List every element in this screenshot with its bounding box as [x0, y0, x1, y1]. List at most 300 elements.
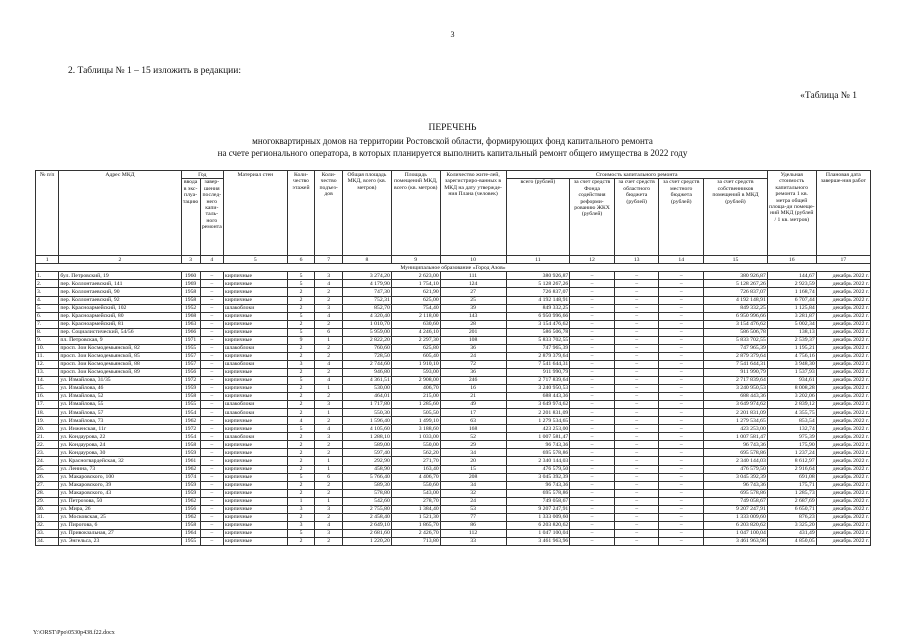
- row-year-last-repair: –: [200, 481, 223, 489]
- row-year-last-repair: –: [200, 473, 223, 481]
- row-year-last-repair: –: [200, 441, 223, 449]
- row-planned-date: декабрь 2022 г.: [816, 441, 870, 449]
- row-cost-regional: –: [614, 312, 659, 320]
- row-year-commission: 1961: [181, 457, 200, 465]
- row-cost-local: –: [659, 280, 704, 288]
- row-floors: 2: [287, 441, 315, 449]
- row-unit-cost: 4 850,05: [767, 537, 816, 545]
- row-planned-date: декабрь 2022 г.: [816, 497, 870, 505]
- row-cost-regional: –: [614, 441, 659, 449]
- row-cost-local: –: [659, 376, 704, 384]
- header-cost-fund: за счет средств Фонда содействия реформи-рованию ЖКХ (рублей): [570, 179, 615, 256]
- column-number: 17: [816, 256, 870, 264]
- row-address: просп. Зои Космодемьянской, 88: [59, 360, 181, 368]
- row-cost-owners: 96 743,36: [704, 441, 768, 449]
- row-cost-local: –: [659, 481, 704, 489]
- row-entrances: 2: [315, 393, 343, 401]
- table-row: [36, 360, 871, 368]
- row-wall-material: кирпичные: [223, 457, 287, 465]
- row-premises-area: 1 285,60: [391, 401, 440, 409]
- row-cost-regional: –: [614, 457, 659, 465]
- row-residents: 32: [440, 489, 506, 497]
- row-residents: 16: [440, 385, 506, 393]
- row-wall-material: кирпичные: [223, 376, 287, 384]
- header-year-commission: ввода в экс-плуа-тацию: [181, 179, 200, 256]
- row-unit-cost: 876,23: [767, 513, 816, 521]
- row-address: пер. Коллонтаевский, 92: [59, 296, 181, 304]
- row-planned-date: декабрь 2022 г.: [816, 521, 870, 529]
- table-row: [36, 409, 871, 417]
- row-wall-material: кирпичные: [223, 336, 287, 344]
- row-cost-fund: –: [570, 489, 615, 497]
- row-year-last-repair: –: [200, 272, 223, 280]
- row-total-area: 589,00: [342, 441, 391, 449]
- row-cost-local: –: [659, 352, 704, 360]
- row-total-area: 458,90: [342, 465, 391, 473]
- row-address: ул. Мира, 26: [59, 505, 181, 513]
- row-entrances: 4: [315, 280, 343, 288]
- row-entrances: 1: [315, 497, 343, 505]
- column-number: 7: [315, 256, 343, 264]
- row-wall-material: шлакоблоки: [223, 409, 287, 417]
- row-cost-regional: –: [614, 376, 659, 384]
- header-premises-area: Площадь помещений МКД, всего (кв. метров): [391, 171, 440, 256]
- row-year-commission: 1958: [181, 296, 200, 304]
- row-premises-area: 163,40: [391, 465, 440, 473]
- row-year-last-repair: –: [200, 489, 223, 497]
- row-total-area: 542,60: [342, 497, 391, 505]
- row-planned-date: декабрь 2022 г.: [816, 425, 870, 433]
- row-year-commission: 1971: [181, 336, 200, 344]
- row-entrances: 2: [315, 417, 343, 425]
- row-year-last-repair: –: [200, 368, 223, 376]
- row-premises-area: 625,80: [391, 344, 440, 352]
- row-cost-regional: –: [614, 296, 659, 304]
- row-cost-total: 4 192 148,91: [506, 296, 570, 304]
- row-address: просп. Зои Космодемьянской, 82: [59, 344, 181, 352]
- row-premises-area: 4 406,70: [391, 473, 440, 481]
- table-row: [36, 288, 871, 296]
- row-premises-area: 550,00: [391, 441, 440, 449]
- row-cost-owners: 3 045 392,39: [704, 473, 768, 481]
- row-unit-cost: 5 002,34: [767, 320, 816, 328]
- row-residents: 36: [440, 368, 506, 376]
- row-year-commission: 1969: [181, 280, 200, 288]
- row-year-last-repair: –: [200, 385, 223, 393]
- row-total-area: 4 361,51: [342, 376, 391, 384]
- row-entrances: 4: [315, 360, 343, 368]
- row-residents: 53: [440, 505, 506, 513]
- row-total-area: 1 010,70: [342, 320, 391, 328]
- row-address: ул. Привокзальная, 27: [59, 529, 181, 537]
- row-premises-area: 215,00: [391, 393, 440, 401]
- row-planned-date: декабрь 2022 г.: [816, 457, 870, 465]
- table-row: [36, 417, 871, 425]
- row-planned-date: декабрь 2022 г.: [816, 272, 870, 280]
- row-total-area: 3 274,20: [342, 272, 391, 280]
- row-cost-total: 3 461 963,96: [506, 537, 570, 545]
- row-year-commission: 1957: [181, 360, 200, 368]
- row-planned-date: декабрь 2022 г.: [816, 336, 870, 344]
- row-planned-date: декабрь 2022 г.: [816, 288, 870, 296]
- row-residents: 124: [440, 280, 506, 288]
- row-year-last-repair: –: [200, 401, 223, 409]
- row-number: 19.: [36, 417, 59, 425]
- row-unit-cost: 975,39: [767, 433, 816, 441]
- row-planned-date: декабрь 2022 г.: [816, 393, 870, 401]
- table-row: [36, 441, 871, 449]
- column-number: 16: [767, 256, 816, 264]
- row-premises-area: 2 118,00: [391, 312, 440, 320]
- row-cost-total: 6 950 996,66: [506, 312, 570, 320]
- row-year-last-repair: –: [200, 457, 223, 465]
- header-cost-local: за счет средств местного бюджета (рублей): [659, 179, 704, 256]
- row-cost-regional: –: [614, 360, 659, 368]
- row-unit-cost: 3 202,06: [767, 393, 816, 401]
- row-cost-local: –: [659, 312, 704, 320]
- row-planned-date: декабрь 2022 г.: [816, 312, 870, 320]
- row-cost-total: 1 047 100,04: [506, 529, 570, 537]
- table-row: [36, 312, 871, 320]
- row-year-last-repair: –: [200, 449, 223, 457]
- row-cost-local: –: [659, 433, 704, 441]
- row-residents: 21: [440, 393, 506, 401]
- row-cost-owners: 747 965,39: [704, 344, 768, 352]
- row-premises-area: 2 623,00: [391, 272, 440, 280]
- row-cost-local: –: [659, 529, 704, 537]
- row-residents: 33: [440, 537, 506, 545]
- row-cost-owners: 6 203 820,62: [704, 521, 768, 529]
- row-planned-date: декабрь 2022 г.: [816, 368, 870, 376]
- row-wall-material: кирпичные: [223, 368, 287, 376]
- header-wall: Материал стен: [223, 171, 287, 256]
- row-floors: 5: [287, 473, 315, 481]
- row-cost-regional: –: [614, 537, 659, 545]
- row-residents: 34: [440, 481, 506, 489]
- row-unit-cost: 144,67: [767, 272, 816, 280]
- row-cost-fund: –: [570, 352, 615, 360]
- row-floors: 3: [287, 521, 315, 529]
- row-floors: 4: [287, 417, 315, 425]
- row-cost-total: 2 717 839,64: [506, 376, 570, 384]
- row-residents: 111: [440, 272, 506, 280]
- row-entrances: 2: [315, 441, 343, 449]
- row-address: ул. Инженская, 11г: [59, 425, 181, 433]
- row-cost-total: 380 926,87: [506, 272, 570, 280]
- row-premises-area: 2 297,30: [391, 336, 440, 344]
- row-cost-fund: –: [570, 505, 615, 513]
- row-cost-local: –: [659, 425, 704, 433]
- row-cost-local: –: [659, 368, 704, 376]
- row-total-area: 550,30: [342, 409, 391, 417]
- row-cost-owners: 1 047 100,04: [704, 529, 768, 537]
- row-wall-material: кирпичные: [223, 473, 287, 481]
- row-entrances: 3: [315, 272, 343, 280]
- row-wall-material: кирпичные: [223, 385, 287, 393]
- row-planned-date: декабрь 2022 г.: [816, 481, 870, 489]
- table-row: [36, 505, 871, 513]
- row-cost-local: –: [659, 288, 704, 296]
- row-year-commission: 1966: [181, 328, 200, 336]
- row-cost-owners: 749 058,67: [704, 497, 768, 505]
- row-number: 22.: [36, 441, 59, 449]
- row-year-commission: 1962: [181, 465, 200, 473]
- row-cost-total: 3 154 476,62: [506, 320, 570, 328]
- row-address: ул. Кондаурова, 30: [59, 449, 181, 457]
- row-floors: 5: [287, 425, 315, 433]
- row-year-commission: 1952: [181, 304, 200, 312]
- column-number-row: [36, 256, 871, 264]
- header-cost-owners: за счет средств собственников помещений в МКД (рублей): [704, 179, 768, 256]
- row-cost-owners: 688 443,36: [704, 393, 768, 401]
- row-number: 5.: [36, 304, 59, 312]
- row-cost-regional: –: [614, 280, 659, 288]
- row-entrances: 3: [315, 304, 343, 312]
- row-entrances: 2: [315, 320, 343, 328]
- row-address: ул. Измайлова, 73: [59, 417, 181, 425]
- row-entrances: 4: [315, 376, 343, 384]
- row-cost-regional: –: [614, 288, 659, 296]
- row-cost-regional: –: [614, 409, 659, 417]
- row-cost-regional: –: [614, 417, 659, 425]
- row-floors: 2: [287, 489, 315, 497]
- row-residents: 246: [440, 376, 506, 384]
- row-number: 10.: [36, 344, 59, 352]
- row-number: 17.: [36, 401, 59, 409]
- table-row: [36, 457, 871, 465]
- table-row: [36, 368, 871, 376]
- row-address: ул. Макаровского, 39: [59, 481, 181, 489]
- row-wall-material: шлакоблоки: [223, 401, 287, 409]
- header-residents: Количество жите-лей, зарегистриро-ванных в МКД на дату утвержде-ния Плана (человек): [440, 171, 506, 256]
- row-cost-regional: –: [614, 304, 659, 312]
- row-cost-local: –: [659, 497, 704, 505]
- row-year-last-repair: –: [200, 352, 223, 360]
- row-residents: 17: [440, 409, 506, 417]
- row-year-last-repair: –: [200, 393, 223, 401]
- row-year-commission: 1960: [181, 272, 200, 280]
- row-cost-local: –: [659, 489, 704, 497]
- header-cost-regional: за счет средств областного бюджета (рублей): [614, 179, 659, 256]
- row-premises-area: 1 384,40: [391, 505, 440, 513]
- row-wall-material: кирпичные: [223, 537, 287, 545]
- row-year-commission: 1974: [181, 473, 200, 481]
- row-unit-cost: 691,08: [767, 473, 816, 481]
- table-row: [36, 352, 871, 360]
- row-residents: 72: [440, 360, 506, 368]
- row-cost-local: –: [659, 272, 704, 280]
- row-floors: 2: [287, 433, 315, 441]
- row-cost-regional: –: [614, 328, 659, 336]
- row-wall-material: кирпичные: [223, 441, 287, 449]
- row-floors: 2: [287, 368, 315, 376]
- row-wall-material: кирпичные: [223, 489, 287, 497]
- row-number: 32.: [36, 521, 59, 529]
- row-year-commission: 1958: [181, 393, 200, 401]
- row-address: ул. Измайлова, 31/35: [59, 376, 181, 384]
- row-year-commission: 1959: [181, 481, 200, 489]
- row-address: пер. Красноармейский, 80: [59, 312, 181, 320]
- row-entrances: 2: [315, 513, 343, 521]
- row-entrances: 6: [315, 473, 343, 481]
- row-cost-owners: 586 506,78: [704, 328, 768, 336]
- row-total-area: 4 105,60: [342, 425, 391, 433]
- row-cost-total: 695 578,86: [506, 489, 570, 497]
- row-planned-date: декабрь 2022 г.: [816, 433, 870, 441]
- row-cost-regional: –: [614, 465, 659, 473]
- row-unit-cost: 853,54: [767, 417, 816, 425]
- column-number: 1: [36, 256, 59, 264]
- row-year-commission: 1955: [181, 537, 200, 545]
- row-total-area: 2 755,80: [342, 505, 391, 513]
- row-cost-owners: 2 340 144,03: [704, 457, 768, 465]
- row-cost-total: 1 007 581,47: [506, 433, 570, 441]
- row-floors: 2: [287, 537, 315, 545]
- header-num: № п/п: [36, 171, 59, 256]
- row-year-last-repair: –: [200, 344, 223, 352]
- row-wall-material: шлакоблоки: [223, 433, 287, 441]
- row-entrances: 6: [315, 328, 343, 336]
- row-unit-cost: 1 168,74: [767, 288, 816, 296]
- row-cost-regional: –: [614, 352, 659, 360]
- row-cost-local: –: [659, 401, 704, 409]
- row-cost-fund: –: [570, 457, 615, 465]
- row-cost-owners: 7 541 644,31: [704, 360, 768, 368]
- row-unit-cost: 3 948,30: [767, 360, 816, 368]
- row-cost-total: 5 128 267,26: [506, 280, 570, 288]
- row-residents: 49: [440, 401, 506, 409]
- row-unit-cost: 1 285,73: [767, 489, 816, 497]
- row-premises-area: 505,50: [391, 409, 440, 417]
- row-year-last-repair: –: [200, 409, 223, 417]
- row-cost-owners: 3 649 974,62: [704, 401, 768, 409]
- row-planned-date: декабрь 2022 г.: [816, 360, 870, 368]
- row-number: 20.: [36, 425, 59, 433]
- row-cost-total: 423 253,00: [506, 425, 570, 433]
- row-cost-regional: –: [614, 401, 659, 409]
- row-number: 2.: [36, 280, 59, 288]
- row-floors: 2: [287, 288, 315, 296]
- column-number: 13: [614, 256, 659, 264]
- row-year-commission: 1957: [181, 352, 200, 360]
- row-cost-fund: –: [570, 521, 615, 529]
- row-wall-material: кирпичные: [223, 272, 287, 280]
- row-unit-cost: 6 707,44: [767, 296, 816, 304]
- table-row: [36, 449, 871, 457]
- document-title: ПЕРЕЧЕНЬ: [428, 123, 477, 133]
- table-row: [36, 376, 871, 384]
- row-cost-fund: –: [570, 312, 615, 320]
- row-year-last-repair: –: [200, 328, 223, 336]
- row-unit-cost: 4 355,75: [767, 409, 816, 417]
- row-cost-fund: –: [570, 288, 615, 296]
- row-total-area: 530,00: [342, 385, 391, 393]
- row-cost-owners: 695 578,86: [704, 489, 768, 497]
- table-row: [36, 425, 871, 433]
- row-year-commission: 1958: [181, 521, 200, 529]
- column-number: 3: [181, 256, 200, 264]
- row-cost-fund: –: [570, 409, 615, 417]
- row-wall-material: кирпичные: [223, 521, 287, 529]
- row-year-commission: 1963: [181, 320, 200, 328]
- row-cost-total: 749 058,67: [506, 497, 570, 505]
- row-planned-date: декабрь 2022 г.: [816, 328, 870, 336]
- row-total-area: 747,30: [342, 288, 391, 296]
- table-row: [36, 344, 871, 352]
- row-year-last-repair: –: [200, 320, 223, 328]
- row-number: 11.: [36, 352, 59, 360]
- row-floors: 5: [287, 529, 315, 537]
- row-address: ул. Макаровского, 43: [59, 489, 181, 497]
- row-cost-fund: –: [570, 376, 615, 384]
- row-address: ул. Московская, 25: [59, 513, 181, 521]
- row-cost-total: 476 579,50: [506, 465, 570, 473]
- row-premises-area: 550,60: [391, 481, 440, 489]
- row-entrances: 1: [315, 409, 343, 417]
- table-row: [36, 521, 871, 529]
- row-number: 31.: [36, 513, 59, 521]
- row-address: пер. Красноармейский, 102: [59, 304, 181, 312]
- row-year-last-repair: –: [200, 312, 223, 320]
- row-wall-material: кирпичные: [223, 296, 287, 304]
- row-residents: 29: [440, 441, 506, 449]
- header-floors: Коли-чество этажей: [287, 171, 315, 256]
- row-address: просп. Зои Космодемьянской, 85: [59, 352, 181, 360]
- row-planned-date: декабрь 2022 г.: [816, 401, 870, 409]
- row-planned-date: декабрь 2022 г.: [816, 473, 870, 481]
- row-cost-local: –: [659, 521, 704, 529]
- row-floors: 2: [287, 344, 315, 352]
- row-cost-regional: –: [614, 272, 659, 280]
- row-number: 23.: [36, 449, 59, 457]
- row-residents: 34: [440, 449, 506, 457]
- row-residents: 39: [440, 304, 506, 312]
- row-number: 4.: [36, 296, 59, 304]
- row-entrances: 2: [315, 352, 343, 360]
- column-number: 6: [287, 256, 315, 264]
- row-premises-area: 543,00: [391, 489, 440, 497]
- column-number: 10: [440, 256, 506, 264]
- row-year-commission: 1959: [181, 489, 200, 497]
- row-cost-regional: –: [614, 513, 659, 521]
- row-floors: 2: [287, 296, 315, 304]
- row-entrances: 1: [315, 336, 343, 344]
- row-premises-area: 1 521,30: [391, 513, 440, 521]
- row-cost-regional: –: [614, 320, 659, 328]
- row-cost-total: 1 333 009,60: [506, 513, 570, 521]
- row-address: ул. Измайлова, 52: [59, 393, 181, 401]
- header-year-last-repair: завер-шения послед-него капи-таль-ного ремонта: [200, 179, 223, 256]
- row-planned-date: декабрь 2022 г.: [816, 296, 870, 304]
- row-cost-total: 2 879 379,64: [506, 352, 570, 360]
- row-cost-fund: –: [570, 417, 615, 425]
- table-row: [36, 336, 871, 344]
- row-year-commission: 1972: [181, 425, 200, 433]
- row-floors: 3: [287, 505, 315, 513]
- row-planned-date: декабрь 2022 г.: [816, 537, 870, 545]
- row-cost-fund: –: [570, 360, 615, 368]
- row-cost-fund: –: [570, 385, 615, 393]
- row-cost-regional: –: [614, 489, 659, 497]
- row-wall-material: кирпичные: [223, 393, 287, 401]
- row-year-commission: 1955: [181, 401, 200, 409]
- row-planned-date: декабрь 2022 г.: [816, 465, 870, 473]
- column-number: 15: [704, 256, 768, 264]
- row-number: 6.: [36, 312, 59, 320]
- row-year-commission: 1972: [181, 376, 200, 384]
- row-total-area: 2 458,40: [342, 513, 391, 521]
- row-year-last-repair: –: [200, 417, 223, 425]
